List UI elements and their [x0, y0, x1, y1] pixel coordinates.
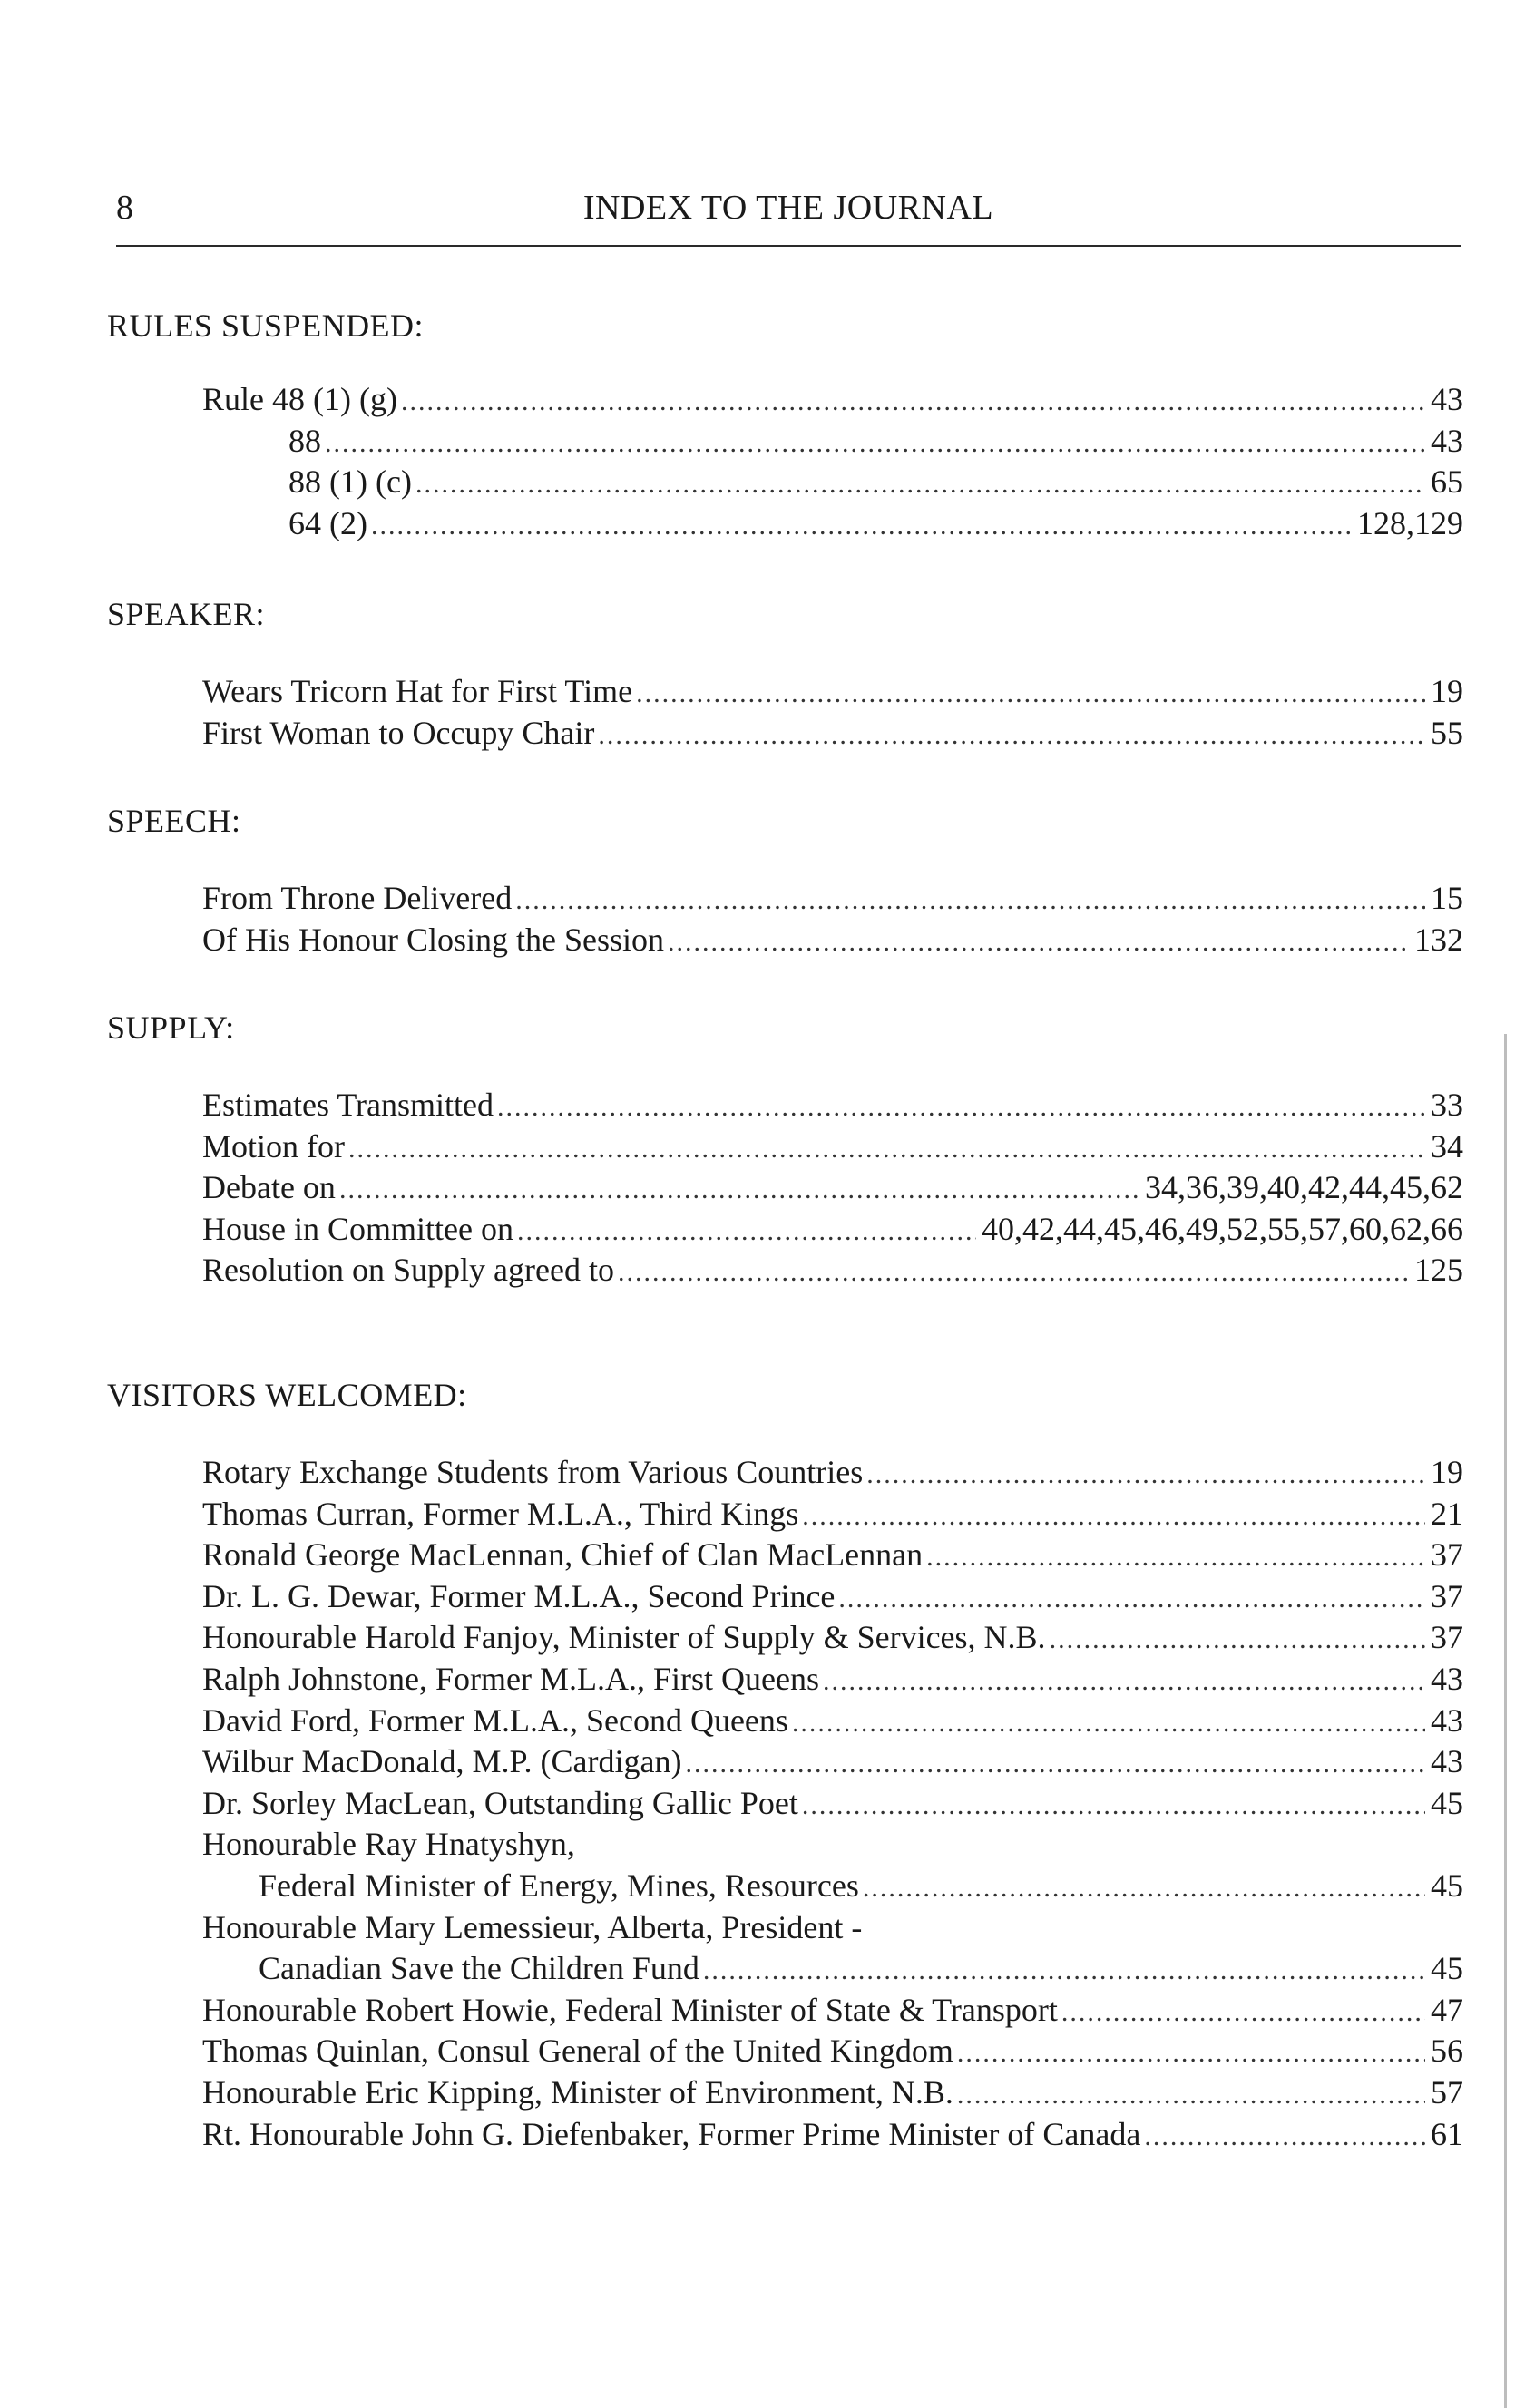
index-entry: [202, 1250, 1463, 1292]
entry-pages: 65: [1431, 463, 1463, 501]
entry-pages: 21: [1431, 1495, 1463, 1532]
dot-leader: [497, 1087, 1425, 1128]
section-rules-suspended: [107, 305, 1468, 544]
entry-pages: 43: [1431, 381, 1463, 417]
dot-leader: [792, 1702, 1425, 1744]
index-entry-continuation: [202, 1866, 1463, 1907]
dot-leader: [339, 1169, 1139, 1211]
section-heading: SPEAKER:: [107, 596, 266, 632]
entry-label: Honourable Mary Lemessieur, Alberta, President -: [202, 1908, 863, 1945]
index-entry: [202, 2114, 1463, 2156]
entry-pages: 132: [1414, 921, 1463, 958]
index-entry: [202, 878, 1463, 920]
dot-leader: [1061, 1992, 1425, 2033]
index-entry: [202, 1783, 1463, 1825]
entry-pages: 34: [1431, 1127, 1463, 1165]
index-entry: [202, 1617, 1463, 1659]
entry-label: Thomas Curran, Former M.L.A., Third Kings: [202, 1495, 799, 1532]
entry-pages: 43: [1431, 1701, 1463, 1739]
entry-label: Rule 48 (1) (g): [202, 381, 397, 417]
entry-pages: 33: [1431, 1087, 1463, 1123]
entry-label: Motion for: [202, 1127, 345, 1165]
index-entry: [202, 1085, 1463, 1126]
entry-label: Honourable Harold Fanjoy, Minister of Supply & Services, N.B.: [202, 1619, 1046, 1656]
entry-label: Of His Honour Closing the Session: [202, 921, 665, 958]
section-heading: VISITORS WELCOMED:: [107, 1377, 467, 1413]
entry-pages: 43: [1431, 422, 1463, 459]
section-heading: RULES SUSPENDED:: [107, 307, 425, 344]
index-entry-heading-line: [202, 1907, 1463, 1949]
entry-label: Dr. Sorley MacLean, Outstanding Gallic Poet: [202, 1784, 798, 1821]
entry-label: Ralph Johnstone, Former M.L.A., First Queens: [202, 1660, 819, 1697]
dot-leader: [401, 381, 1425, 423]
section-supply: [107, 1007, 1468, 1292]
index-entry: [202, 2072, 1463, 2114]
dot-leader: [685, 1743, 1425, 1785]
entry-pages: 40,42,44,45,46,49,52,55,57,60,62,66: [982, 1210, 1463, 1247]
section-speaker: [107, 593, 1468, 754]
entry-label: Federal Minister of Energy, Mines, Resources: [259, 1867, 859, 1904]
dot-leader: [863, 1867, 1425, 1909]
index-entry: [202, 503, 1463, 545]
dot-leader: [348, 1128, 1425, 1170]
entry-label: Resolution on Supply agreed to: [202, 1252, 614, 1289]
dot-leader: [325, 423, 1425, 464]
entry-label: Rt. Honourable John G. Diefenbaker, Former Prime Minister of Canada: [202, 2115, 1141, 2152]
dot-leader: [517, 1211, 976, 1253]
index-entry: [202, 379, 1463, 421]
dot-leader: [618, 1252, 1409, 1293]
entry-label: Debate on: [202, 1169, 336, 1206]
index-entry-continuation: [202, 1948, 1463, 1990]
header-rule: [116, 245, 1461, 247]
entry-label: Canadian Save the Children Fund: [259, 1950, 699, 1987]
entry-label: Thomas Quinlan, Consul General of the United Kingdom: [202, 2033, 953, 2070]
entry-pages: 45: [1431, 1867, 1463, 1904]
dot-leader: [926, 1536, 1425, 1578]
section-heading: SPEECH:: [107, 803, 241, 839]
entry-label: Honourable Robert Howie, Federal Minister of State & Transport: [202, 1991, 1058, 2028]
entry-pages: 45: [1431, 1950, 1463, 1987]
entry-list: [202, 878, 1463, 960]
index-entry: [202, 920, 1463, 961]
index-entry: [202, 1576, 1463, 1618]
entry-pages: 57: [1431, 2073, 1463, 2111]
entry-label: Dr. L. G. Dewar, Former M.L.A., Second Prince: [202, 1577, 836, 1614]
index-entry: [202, 671, 1463, 713]
entry-list: [202, 1085, 1463, 1292]
entry-label: Wears Tricorn Hat for First Time: [202, 673, 633, 709]
entry-label: 88: [288, 422, 321, 459]
binding-edge-line: [1504, 1034, 1507, 2408]
index-entry: [202, 1535, 1463, 1576]
entry-label: Estimates Transmitted: [202, 1087, 494, 1123]
index-entry-heading-line: [202, 1824, 1463, 1866]
entry-label: House in Committee on: [202, 1210, 513, 1247]
entry-label: From Throne Delivered: [202, 880, 513, 916]
entry-pages: 45: [1431, 1784, 1463, 1821]
entry-pages: 15: [1431, 880, 1463, 916]
dot-leader: [636, 673, 1425, 715]
entry-pages: 125: [1414, 1252, 1463, 1289]
entry-pages: 43: [1431, 1660, 1463, 1697]
dot-leader: [802, 1496, 1425, 1537]
entry-label: 64 (2): [288, 504, 367, 541]
index-entry: [202, 1126, 1463, 1168]
entry-label: Ronald George MacLennan, Chief of Clan MacLennan: [202, 1536, 924, 1574]
section-speech: [107, 800, 1468, 960]
index-entry: [202, 1659, 1463, 1701]
dot-leader: [1050, 1619, 1425, 1661]
index-entry: [202, 1452, 1463, 1494]
dot-leader: [1144, 2116, 1425, 2158]
page-title: INDEX TO THE JOURNAL: [582, 189, 994, 227]
index-entry: [202, 462, 1463, 503]
dot-leader: [838, 1578, 1425, 1620]
dot-leader: [703, 1950, 1425, 1992]
entry-pages: 37: [1431, 1536, 1463, 1574]
entry-label: Honourable Ray Hnatyshyn,: [202, 1826, 575, 1863]
dot-leader: [668, 921, 1409, 963]
entry-list: [202, 671, 1463, 754]
entry-list: [202, 1452, 1463, 2155]
index-entry: [202, 2031, 1463, 2072]
entry-pages: 61: [1431, 2115, 1463, 2152]
index-entry: [202, 1741, 1463, 1783]
dot-leader: [866, 1454, 1425, 1496]
dot-leader: [802, 1785, 1425, 1827]
dot-leader: [598, 715, 1425, 756]
index-entry: [202, 713, 1463, 755]
section-visitors-welcomed: [107, 1374, 1468, 2155]
dot-leader: [957, 2033, 1425, 2074]
entry-label: Wilbur MacDonald, M.P. (Cardigan): [202, 1743, 682, 1780]
entry-pages: 19: [1431, 673, 1463, 709]
entry-pages: 56: [1431, 2033, 1463, 2070]
dot-leader: [371, 505, 1352, 547]
index-entry: [202, 421, 1463, 463]
entry-list: [202, 379, 1463, 544]
entry-pages: 55: [1431, 714, 1463, 751]
entry-pages: 128,129: [1357, 504, 1463, 541]
index-entry: [202, 1209, 1463, 1251]
running-head: [116, 185, 1461, 230]
dot-leader: [823, 1661, 1425, 1702]
entry-label: 88 (1) (c): [288, 463, 412, 501]
index-entry: [202, 1701, 1463, 1742]
page-number: 8: [116, 189, 133, 227]
entry-pages: 47: [1431, 1991, 1463, 2028]
entry-pages: 34,36,39,40,42,44,45,62: [1145, 1169, 1463, 1206]
index-entry: [202, 1990, 1463, 2032]
index-entry: [202, 1494, 1463, 1535]
entry-label: Rotary Exchange Students from Various Countries: [202, 1454, 864, 1490]
entry-pages: 37: [1431, 1577, 1463, 1614]
dot-leader: [415, 463, 1425, 505]
entry-label: Honourable Eric Kipping, Minister of Environment, N.B.: [202, 2073, 953, 2111]
entry-pages: 43: [1431, 1743, 1463, 1780]
dot-leader: [957, 2074, 1425, 2116]
dot-leader: [515, 880, 1425, 921]
entry-pages: 37: [1431, 1619, 1463, 1656]
entry-label: David Ford, Former M.L.A., Second Queens: [202, 1701, 788, 1739]
entry-label: First Woman to Occupy Chair: [202, 714, 595, 751]
entry-pages: 19: [1431, 1454, 1463, 1490]
index-entry: [202, 1167, 1463, 1209]
section-heading: SUPPLY:: [107, 1009, 235, 1046]
